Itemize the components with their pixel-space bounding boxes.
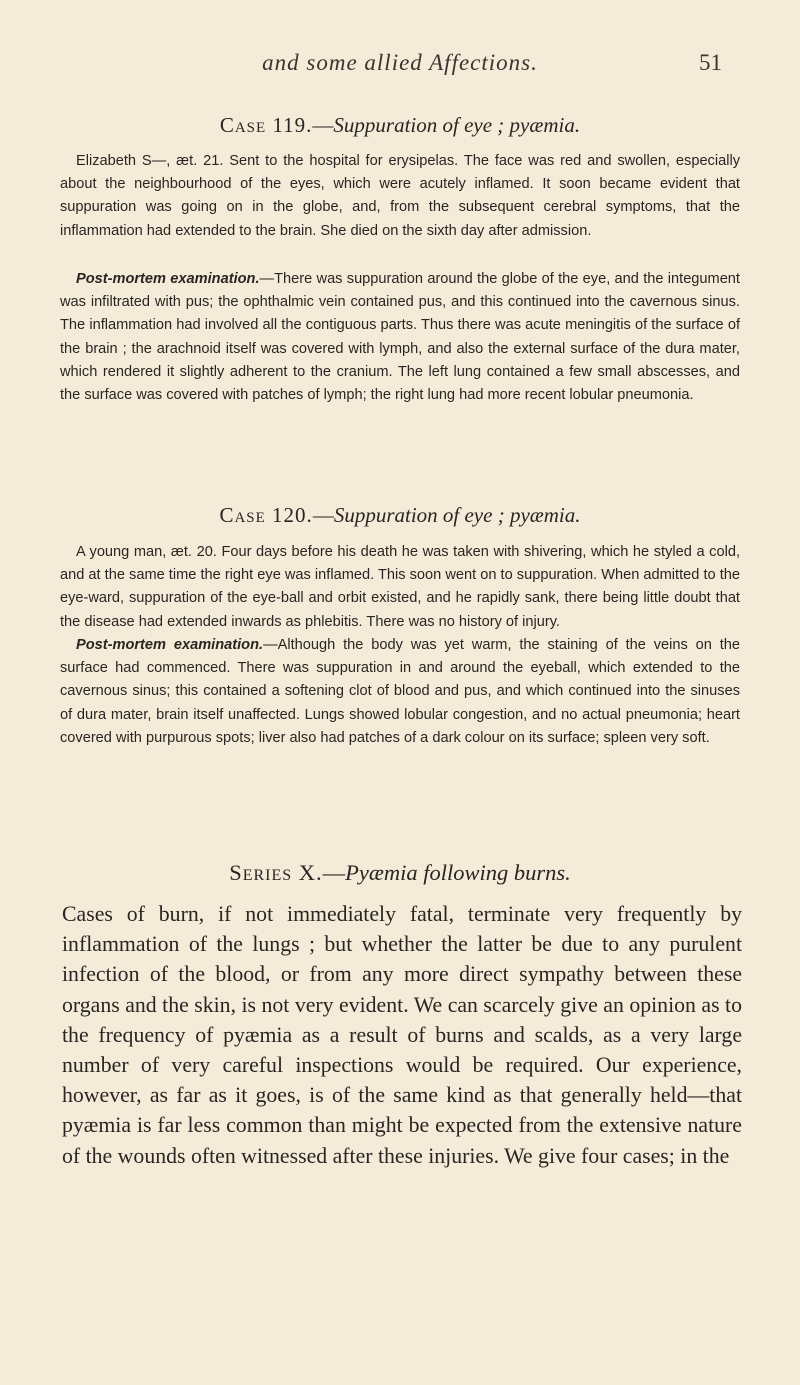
series-x-heading: Series X.—Pyæmia following burns. — [229, 860, 571, 885]
page-number: 51 — [699, 50, 722, 75]
case-120-label: Case 120. — [219, 503, 313, 527]
case-120-history: A young man, æt. 20. Four days before his death he was taken with shivering, which he styled a cold, and at the same time the right eye was inflamed. This soon went on to suppuration. When admitted to the eye-ward, suppuration of the eye-ball and orbit existed, and he rapidly sank, there being little doubt that the disease had extended inwards as phlebitis. There was no history of injury. — [60, 544, 740, 630]
series-x-label: Series X. — [229, 860, 323, 885]
case-120-title: Suppuration of eye ; pyæmia. — [333, 503, 581, 527]
case-119-postmortem — [60, 268, 740, 407]
case-120-postmortem — [60, 634, 740, 750]
case-120-pm-label: Post-mortem examination. — [76, 637, 264, 653]
case-119-heading: Case 119.—Suppuration of eye ; pyæmia. — [219, 113, 581, 137]
case-119-title: Suppuration of eye ; pyæmia. — [333, 113, 581, 137]
running-head: and some allied Affections. — [262, 50, 538, 75]
series-x-title: Pyæmia following burns. — [345, 860, 571, 885]
case-120-pm-text: —Although the body was yet warm, the staining of the veins on the surface had commenced. There was suppuration in and around the eyeball, which extended to the cavernous sinus; this contained a softening clot of blood and pus, and which continued into the sinuses of dura mater, brain itself unaffected. Lungs showed lobular congestion, and no actual pneumonia; heart covered with purpurous spots; liver also had patches of a dark colour on its surface; spleen very soft. — [60, 637, 741, 746]
case-119-pm-text: —There was suppuration around the globe of the eye, and the integument was infiltrated with pus; the ophthalmic vein contained pus, and this continued into the cavernous sinus. The inflammation had involved all the contiguous parts. Thus there was acute meningitis of the surface of the brain ; the arachnoid itself was covered with lymph, and also the external surface of the dura mater, which rendered it slightly adherent to the cranium. The left lung contained a few small abscesses, and the surface was covered with patches of lymph; the right lung had more recent lobular pneumonia. — [60, 271, 740, 404]
case-119-label: Case 119. — [219, 113, 313, 137]
series-x-body: Cases of burn, if not immediately fatal, terminate very frequently by inflammation of the lungs ; but whether the latter be due to any purulent infection of the blood, or from any more direct sympathy between these organs and the skin, is not very evident. We can scarcely give an opinion as to the frequency of pyæmia as a result of burns and scalds, as a very large number of very careful inspections would be required. Our experience, however, as far as it goes, is of the same kind as that generally held—that pyæmia is far less common than might be expected from the extensive nature of the wounds often witnessed after these injuries. We give four cases; in the — [62, 902, 742, 1168]
case-119-history: Elizabeth S—, æt. 21. Sent to the hospital for erysipelas. The face was red and swollen, especially about the neighbourhood of the eyes, which were acutely inflamed. It soon became evident that suppuration was going on in the globe, and, from the subsequent cerebral symptoms, that the inflammation had extended to the brain. She died on the sixth day after admission. — [60, 153, 740, 239]
case-119-pm-label: Post-mortem examination. — [76, 271, 260, 287]
case-120-heading: Case 120.—Suppuration of eye ; pyæmia. — [219, 503, 581, 527]
